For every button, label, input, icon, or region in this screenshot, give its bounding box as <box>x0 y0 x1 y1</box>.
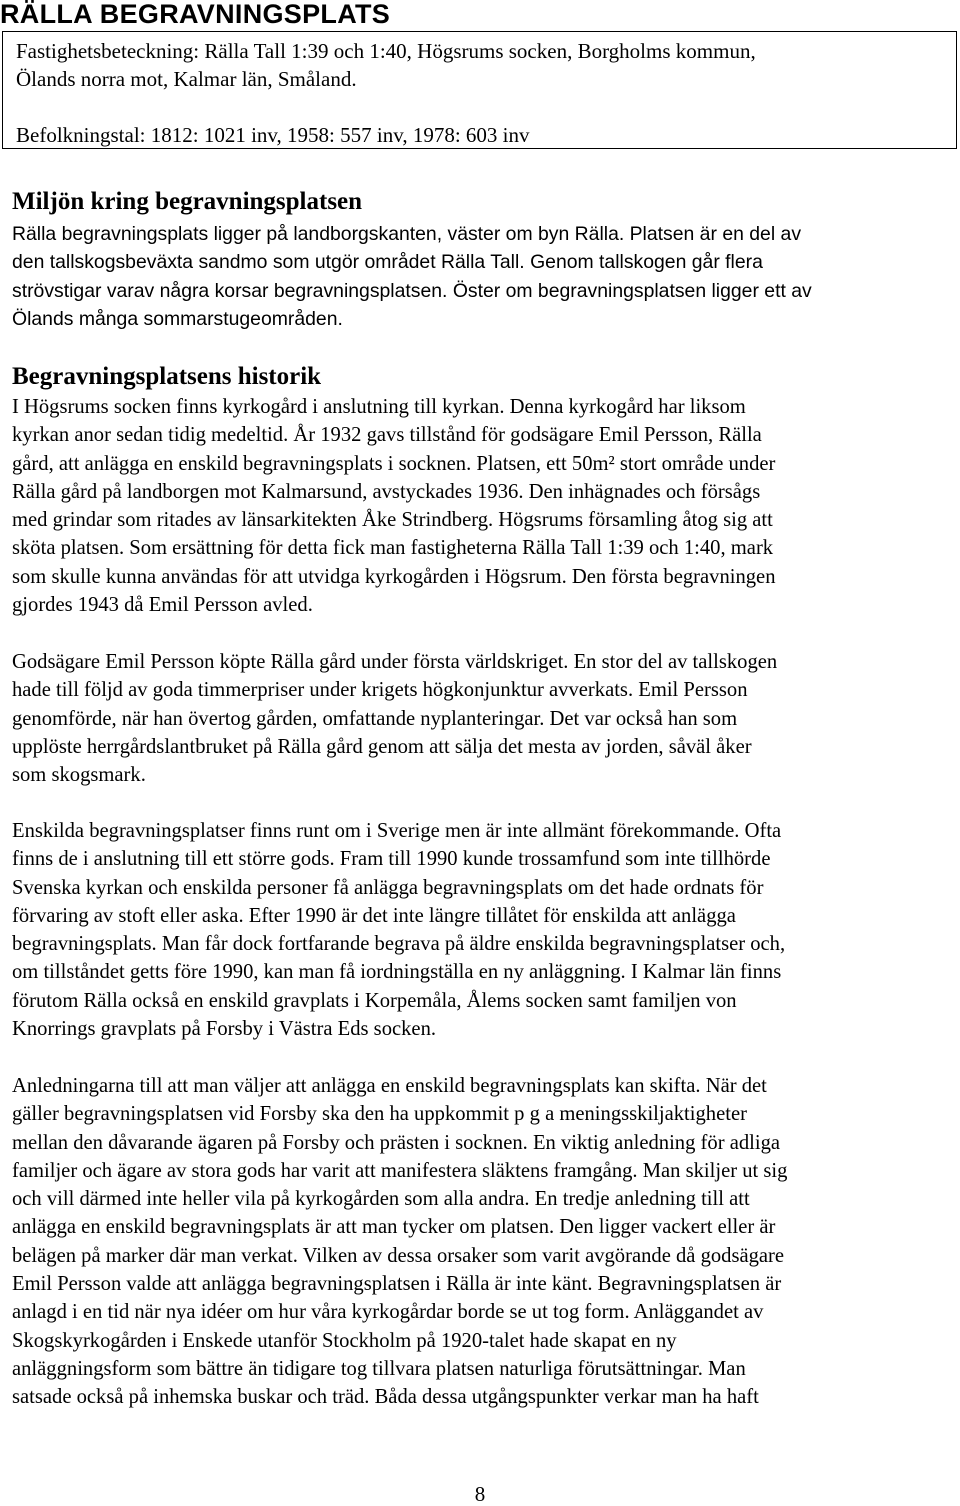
text-line: anläggningsform som bättre än tidigare tog tillvara platsen naturliga förutsättningar. Man <box>12 1357 746 1380</box>
text-line: I Högsrums socken finns kyrkogård i anslutning till kyrkan. Denna kyrkogård har liksom <box>12 396 746 418</box>
text-line: förutom Rälla också en enskild gravplats i Korpemåla, Ålems socken samt familjen von <box>12 989 737 1012</box>
text-line: Knorrings gravplats på Forsby i Västra Eds socken. <box>12 1018 437 1041</box>
text-line: Rälla gård på landborgen mot Kalmarsund, avstyckades 1936. Den inhägnades och försågs <box>12 480 761 503</box>
property-info-box <box>2 31 957 149</box>
population-figures-line: Befolkningstal: 1812: 1021 inv, 1958: 557 inv, 1978: 603 inv <box>16 123 530 147</box>
text-line: om tillståndet getts före 1990, kan man få iordningställa en ny anläggning. I Kalmar län finns <box>12 961 782 984</box>
text-line: den tallskogsbeväxta sandmo som utgör området Rälla Tall. Genom tallskogen går flera <box>12 251 763 274</box>
text-line: Svenska kyrkan och enskilda personer få anlägga begravningsplats om det hade ordnats för <box>12 876 764 899</box>
text-line: kyrkan anor sedan tidig medeltid. År 1932 gavs tillstånd för godsägare Emil Persson, Rälla <box>12 424 762 447</box>
text-line: anlagd i en tid när nya idéer om hur våra kyrkogårdar borde se ut tog form. Anläggandet av <box>12 1301 764 1324</box>
text-line: Enskilda begravningsplatser finns runt om i Sverige men är inte allmänt förekommande. Ofta <box>12 820 782 842</box>
paragraph-history-4 <box>12 1072 952 1412</box>
text-line: belägen på marker där man verkat. Vilken av dessa orsaker som varit avgörande då godsägare <box>12 1244 785 1267</box>
text-line: Emil Persson valde att anlägga begravningsplatsen i Rälla är inte känt. Begravningsplatsen är <box>12 1273 782 1296</box>
paragraph-history-2 <box>12 648 952 789</box>
text-line: förvaring av stoft eller aska. Efter 1990 är det inte längre tillåtet för enskilda att anlägga <box>12 904 736 927</box>
text-line: finns de i anslutning till ett större gods. Fram till 1990 kunde trossamfund som inte tillhörde <box>12 848 771 871</box>
text-line: med grindar som ritades av länsarkitekten Åke Strindberg. Högsrums församling åtog sig att <box>12 509 773 532</box>
text-line: upplöste herrgårdslantbruket på Rälla gård genom att sälja det mesta av jorden, såväl åker <box>12 735 752 758</box>
section-heading-environment: Miljön kring begravningsplatsen <box>12 188 363 215</box>
text-line: Anledningarna till att man väljer att anlägga en enskild begravningsplats kan skifta. När det <box>12 1075 767 1097</box>
paragraph-history-3 <box>12 817 952 1043</box>
text-line: strövstigar varav några korsar begravningsplatsen. Öster om begravningsplatsen ligger ett av <box>12 279 812 302</box>
document-title: RÄLLA BEGRAVNINGSPLATS <box>0 0 391 29</box>
text-line: anlägga en enskild begravningsplats är att man tycker om platsen. Den ligger vackert eller är <box>12 1216 776 1239</box>
text-line: gäller begravningsplatsen vid Forsby ska den ha uppkommit p g a meningsskiljaktigheter <box>12 1103 747 1126</box>
text-line: hade till följd av goda timmerpriser under krigets högkonjunktur avverkats. Emil Persson <box>12 679 748 702</box>
text-line: satsade också på inhemska buskar och träd. Båda dessa utgångspunkter verkar man ha haft <box>12 1386 759 1409</box>
text-line: och vill därmed inte heller vila på kyrkogården som alla andra. En tredje anledning till att <box>12 1188 750 1211</box>
paragraph-history-1 <box>12 393 952 619</box>
section-heading-history: Begravningsplatsens historik <box>12 363 322 390</box>
text-line: familjer och ägare av stora gods har varit att manifestera släktens framgång. Man skiljer ut sig <box>12 1159 788 1182</box>
text-line: gjordes 1943 då Emil Persson avled. <box>12 594 313 617</box>
text-line: Rälla begravningsplats ligger på landborgskanten, väster om byn Rälla. Platsen är en del av <box>12 223 802 245</box>
text-line: begravningsplats. Man får dock fortfarande begrava på äldre enskilda begravningsplatser och, <box>12 933 786 956</box>
text-line: gård, att anlägga en enskild begravningsplats i socknen. Platsen, ett 50m² stort område under <box>12 452 776 475</box>
text-line: genomförde, när han övertog gården, omfattande nyplanteringar. Det var också han som <box>12 707 738 730</box>
text-line: som skulle kunna användas för att utvidga kyrkogården i Högsrum. Den första begravningen <box>12 565 776 588</box>
text-line: mellan den dåvarande ägaren på Forsby och prästen i socknen. En viktig anledning för adliga <box>12 1131 781 1154</box>
page-number: 8 <box>474 1482 486 1506</box>
paragraph-environment <box>12 220 952 333</box>
text-line: Godsägare Emil Persson köpte Rälla gård under första världskriget. En stor del av tallskogen <box>12 651 778 673</box>
property-designation-line-1: Fastighetsbeteckning: Rälla Tall 1:39 och 1:40, Högsrums socken, Borgholms kommun, <box>16 39 756 63</box>
text-line: sköta platsen. Som ersättning för detta fick man fastigheterna Rälla Tall 1:39 och 1:40, mark <box>12 537 774 560</box>
text-line: Ölands många sommarstugeområden. <box>12 307 343 330</box>
text-line: Skogskyrkogården i Enskede utanför Stockholm på 1920-talet hade skapat en ny <box>12 1329 677 1352</box>
text-line: som skogsmark. <box>12 764 146 787</box>
property-designation-line-2: Ölands norra mot, Kalmar län, Småland. <box>16 67 357 91</box>
